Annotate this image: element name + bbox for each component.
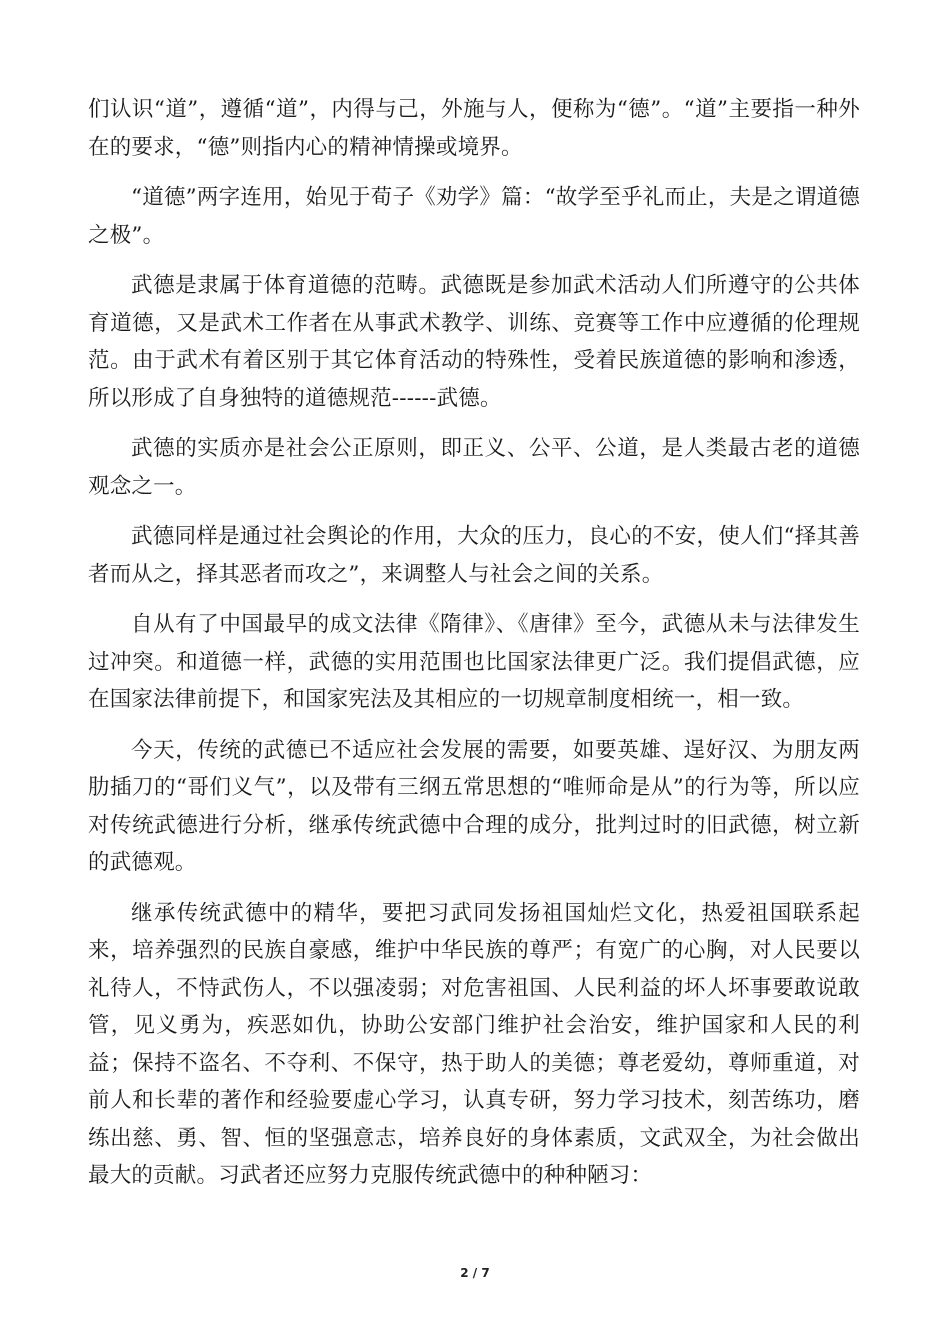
paragraph-daode-origin: “道德”两字连用，始见于荀子《劝学》篇：“故学至乎礼而止，夫是之谓道德之极”。 (88, 185, 860, 248)
page-number: 2 / 7 (460, 1266, 490, 1280)
paragraph-inherit-essence: 继承传统武德中的精华，要把习武同发扬祖国灿烂文化，热爱祖国联系起来，培养强烈的民族自豪感，维护中华民族的尊严；有宽广的心胸，对人民要以礼待人，不恃武伤人，不以强凌弱；对危害祖国、人民利益的坏人坏事要敢说敢管，见义勇为，疾恶如仇，协助公安部门维护社会治安，维护国家和人民的利益；保持不盗名、不夺利、不保守，热于助人的美德；尊老爱幼，尊师重道，对前人和长辈的著作和经验要虚心学习，认真专研，努力学习技术，刻苦练功，磨练出慈、勇、智、恒的坚强意志，培养良好的身体素质，文武双全，为社会做出最大的贡献。习武者还应努力克服传统武德中的种种陋习： (88, 900, 860, 1188)
document-body (88, 91, 860, 1208)
paragraph-wude-definition: 武德是隶属于体育道德的范畴。武德既是参加武术活动人们所遵守的公共体育道德，又是武术工作者在从事武术教学、训练、竞赛等工作中应遵循的伦理规范。由于武术有着区别于其它体育活动的特殊性，受着民族道德的影响和渗透，所以形成了自身独特的道德规范------武德。 (88, 273, 860, 411)
paragraph-wude-essence: 武德的实质亦是社会公正原则，即正义、公平、公道，是人类最古老的道德观念之一。 (88, 436, 860, 499)
paragraph-continuation: 们认识“道”，遵循“道”，内得与己，外施与人，便称为“德”。“道”主要指一种外在的要求，“德”则指内心的精神情操或境界。 (88, 97, 860, 160)
paragraph-traditional-wude: 今天，传统的武德已不适应社会发展的需要，如要英雄、逞好汉、为朋友两肋插刀的“哥们义气”，以及带有三纲五常思想的“唯师命是从”的行为等，所以应对传统武德进行分析，继承传统武德中合理的成分，批判过时的旧武德，树立新的武德观。 (88, 737, 860, 875)
paragraph-wude-law: 自从有了中国最早的成文法律《隋律》、《唐律》至今，武德从未与法律发生过冲突。和道德一样，武德的实用范围也比国家法律更广泛。我们提倡武德，应在国家法律前提下，和国家宪法及其相应的一切规章制度相统一，相一致。 (88, 612, 860, 712)
paragraph-wude-society: 武德同样是通过社会舆论的作用，大众的压力，良心的不安，使人们“择其善者而从之，择其恶者而攻之”，来调整人与社会之间的关系。 (88, 524, 860, 587)
